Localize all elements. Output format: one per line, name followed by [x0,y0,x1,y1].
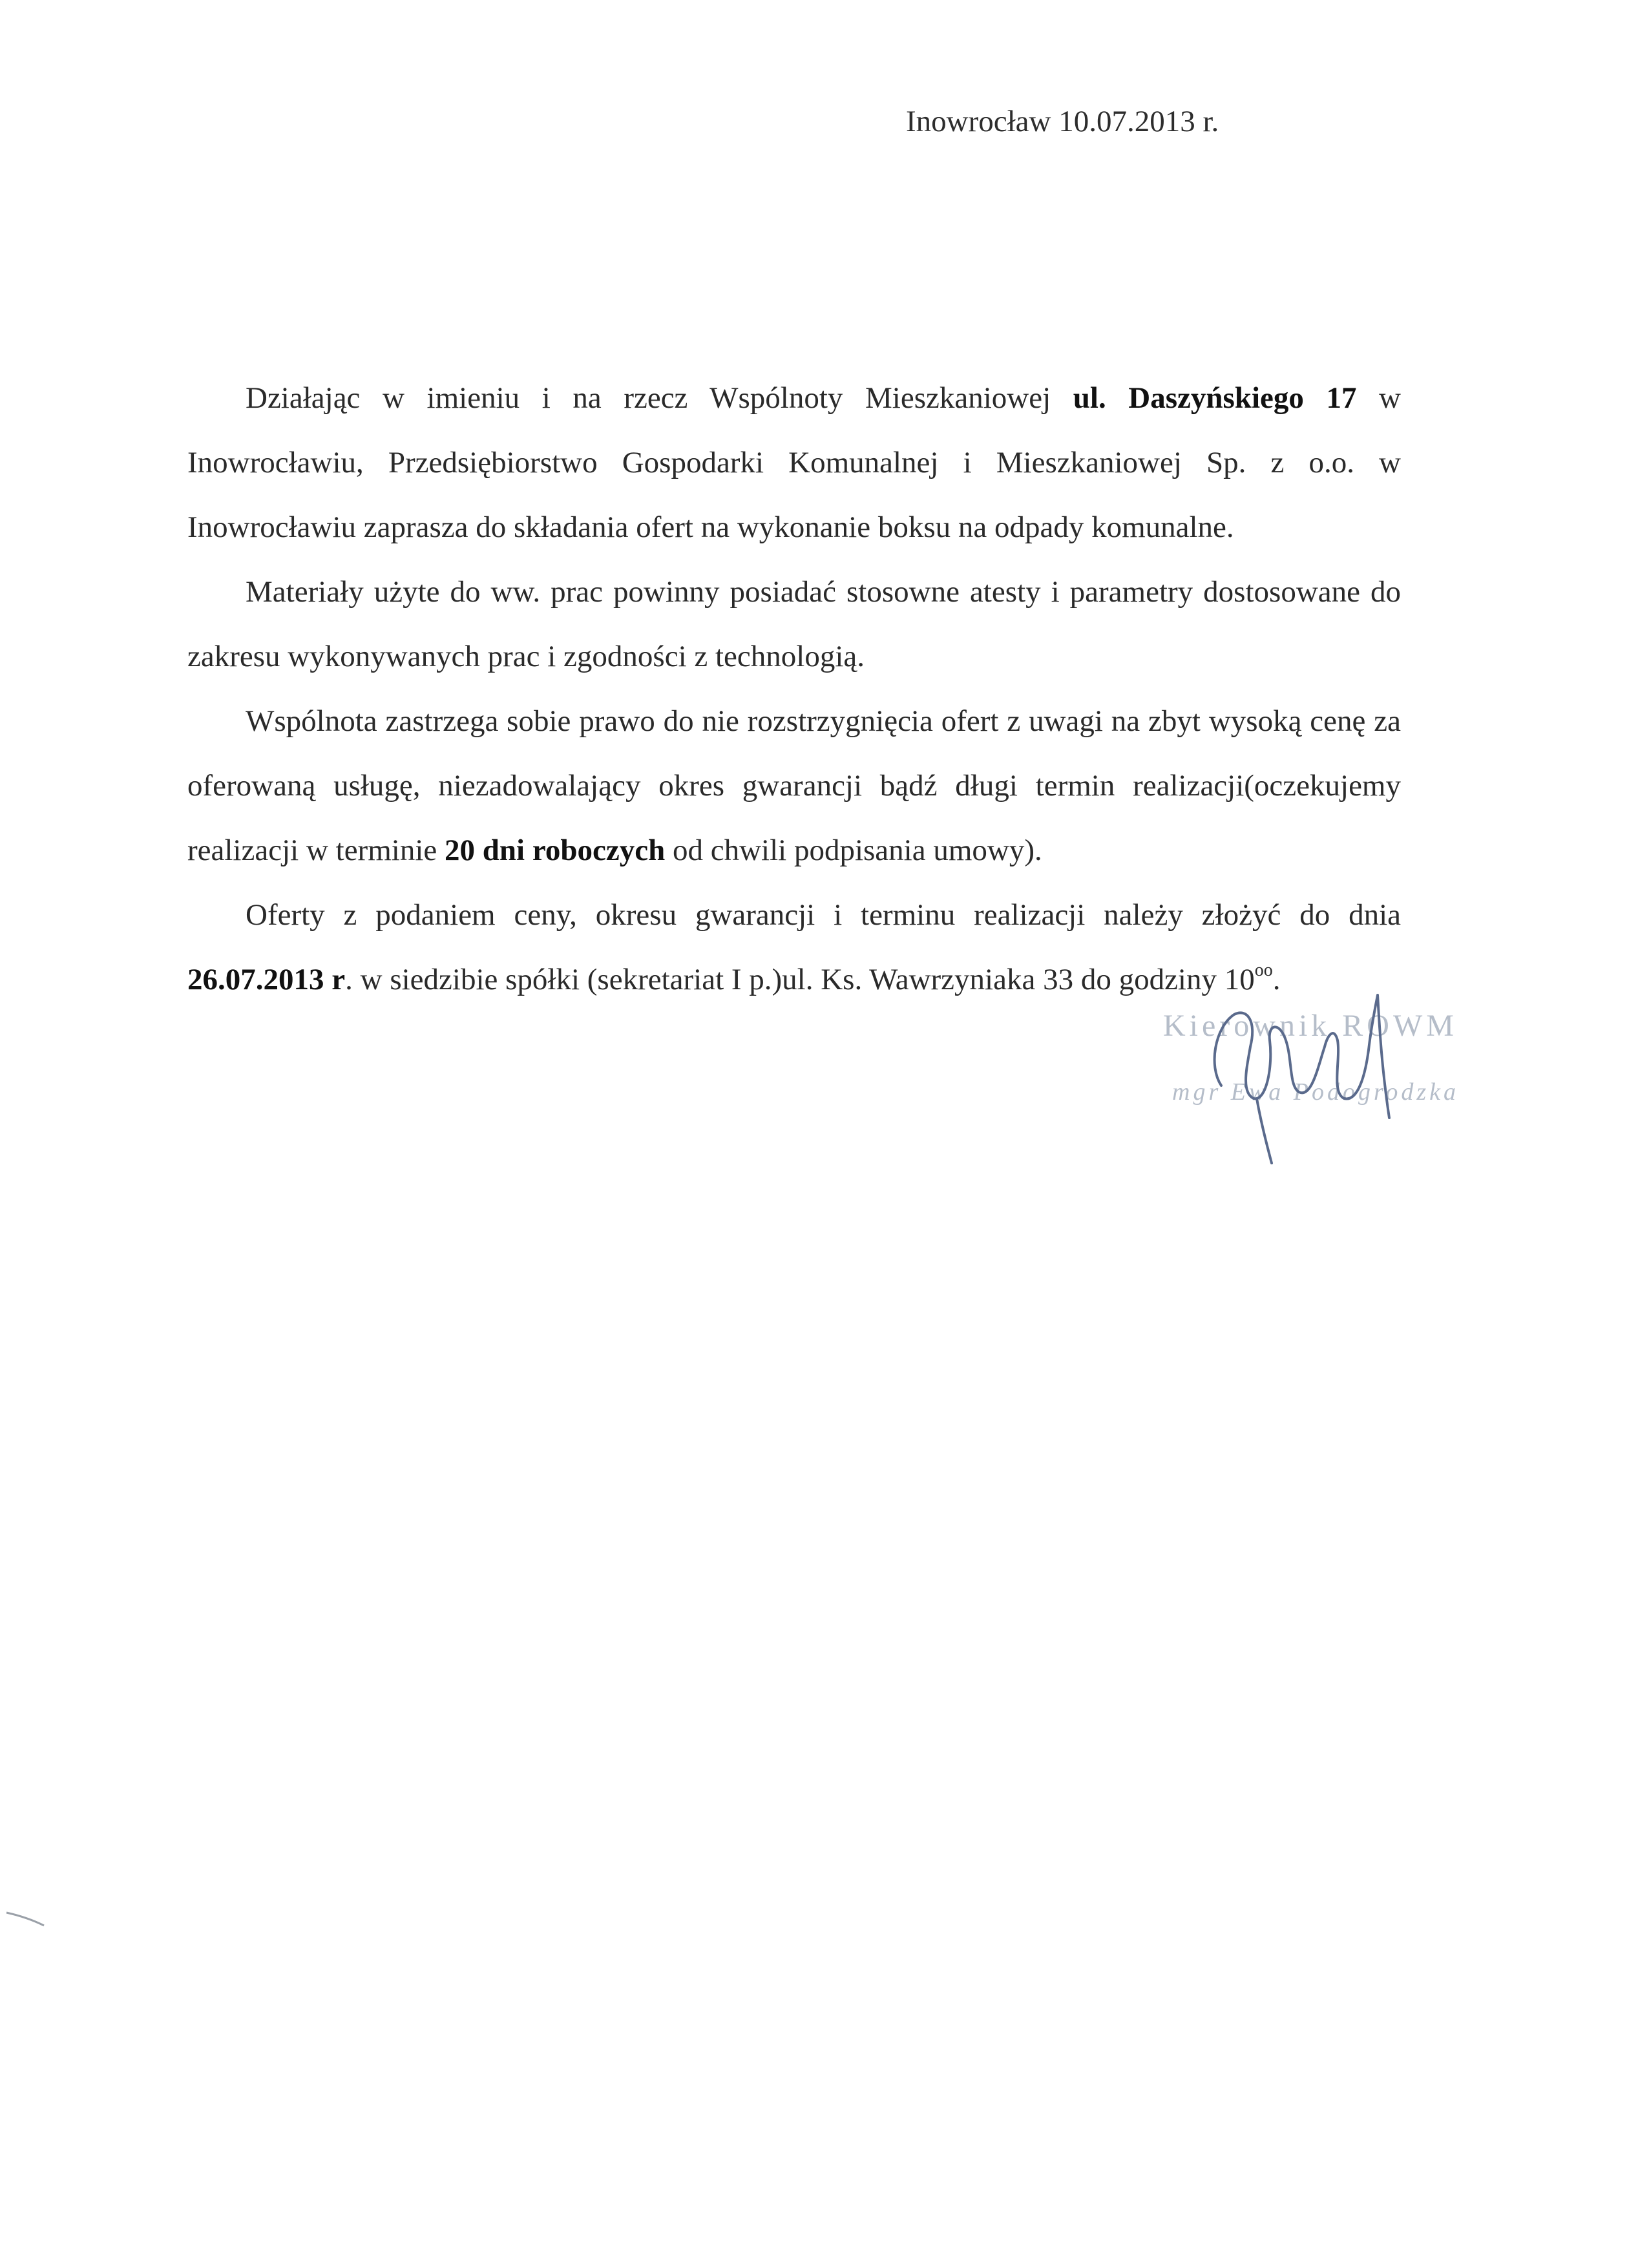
paragraph-invitation [187,366,1401,560]
paragraph-text: Oferty z podaniem ceny, okresu gwarancji i terminu realizacji należy złożyć do dnia [246,898,1401,932]
hour-superscript: oo [1254,960,1273,981]
document-date: Inowrocław 10.07.2013 r. [906,105,1219,138]
paragraph-text: w Inowrocławiu, Przedsiębiorstwo Gospodarki Komunalnej i Mieszkaniowej Sp. z o.o. w Inowrocławiu zaprasza do składania ofert na wykonanie boksu na odpady komunalne. [187,381,1402,544]
letter-body [187,366,1401,1012]
stamp-title: Kierownik ROWM [1163,1009,1458,1043]
paragraph-text: od chwili podpisania umowy). [665,834,1042,867]
paragraph-text: . w siedzibie spółki (sekretariat I p.)ul. Ks. Wawrzyniaka 33 do godziny 10 [345,963,1255,996]
paragraph-text: . [1272,963,1281,996]
paragraph-materials [187,560,1401,689]
handwritten-signature [1195,989,1415,1170]
stamp-name: mgr Ewa Podogrodzka [1172,1078,1460,1106]
bold-address: ul. Daszyńskiego 17 [1073,381,1357,415]
bold-deadline-days: 20 dni roboczych [445,834,666,867]
paragraph-text: Wspólnota zastrzega sobie prawo do nie rozstrzygnięcia ofert z uwagi na zbyt wysoką cenę za oferowaną usługę, niezadowalający okres gwarancji bądź długi termin realizacji(oczekujemy realizacji w terminie [187,704,1401,867]
scan-artifact-mark [5,1906,57,1932]
paragraph-text: Materiały użyte do ww. prac powinny posiadać stosowne atesty i parametry dostosowane do zakresu wykonywanych prac i zgodności z technologią. [187,575,1401,673]
bold-submission-date: 26.07.2013 r [187,963,346,996]
paragraph-text: Działając w imieniu i na rzecz Wspólnoty Mieszkaniowej [246,381,1073,415]
paragraph-reservation [187,689,1401,883]
